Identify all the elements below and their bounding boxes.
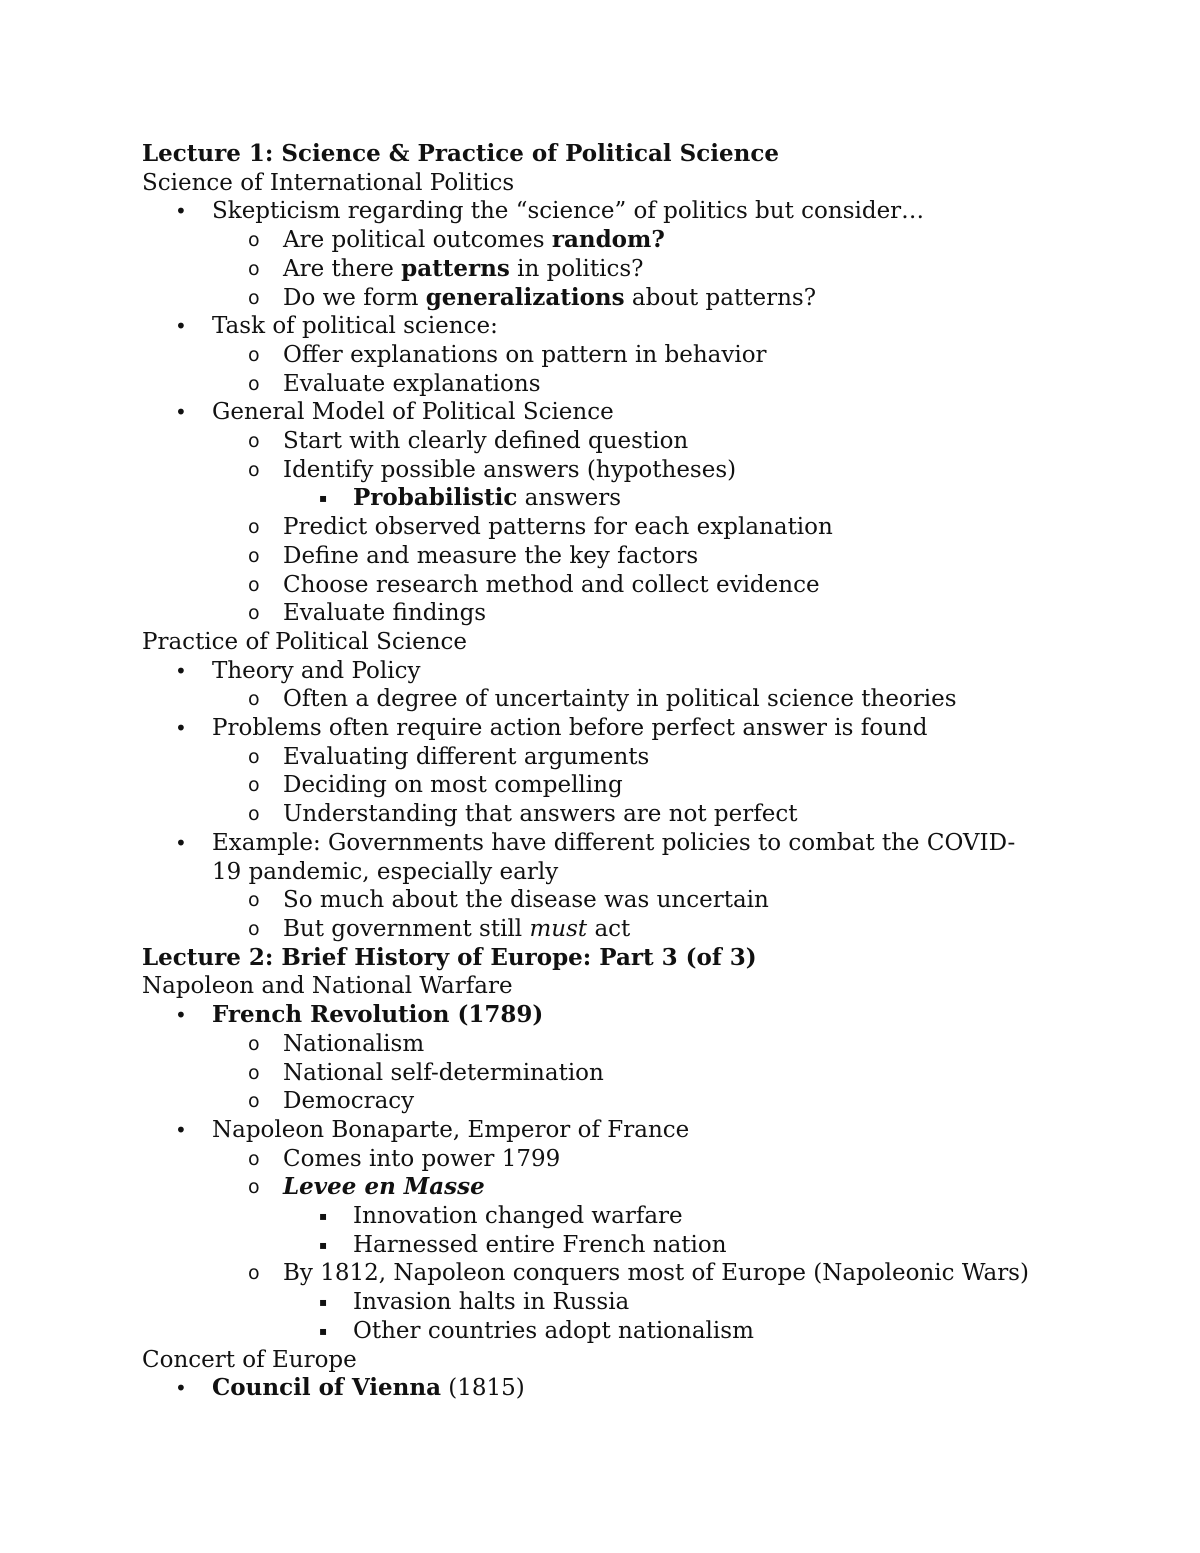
line-text: Evaluate explanations xyxy=(283,370,541,397)
bullet-item xyxy=(142,1374,1062,1403)
bullet-marker: • xyxy=(175,1376,187,1401)
line-text: Other countries adopt nationalism xyxy=(353,1317,754,1344)
line-text: Nationalism xyxy=(283,1030,425,1057)
sub-bullet-item xyxy=(142,341,1062,370)
line-text: 19 pandemic, especially early xyxy=(212,858,559,885)
sub-bullet-item xyxy=(142,800,1062,829)
sub-bullet-item xyxy=(142,370,1062,399)
line-text: in politics? xyxy=(509,255,644,282)
bullet-item xyxy=(142,197,1062,226)
sub-bullet-item xyxy=(142,513,1062,542)
line-text: Problems often require action before perfect answer is found xyxy=(212,715,928,742)
line-text: Are there xyxy=(283,255,402,282)
line-text: Napoleon Bonaparte, Emperor of France xyxy=(212,1116,690,1143)
sub-bullet-item xyxy=(142,542,1062,571)
bullet-item xyxy=(142,398,1062,427)
line-text: Choose research method and collect evidence xyxy=(283,571,820,598)
heading-line xyxy=(142,140,1062,169)
bullet-item xyxy=(142,829,1062,858)
line-text: act xyxy=(587,915,631,942)
sub-bullet-item xyxy=(142,886,1062,915)
circle-marker: o xyxy=(248,458,260,481)
line-text: Understanding that answers are not perfect xyxy=(283,801,798,828)
line-text: Are political outcomes xyxy=(283,227,552,254)
line-text: Skepticism regarding the “science” of politics but consider… xyxy=(212,198,925,225)
sub-sub-bullet-item xyxy=(142,1202,1062,1231)
line-text: Identify possible answers (hypotheses) xyxy=(283,456,737,483)
heading-line xyxy=(142,1346,1062,1375)
heading-line xyxy=(142,169,1062,198)
circle-marker: o xyxy=(248,602,260,625)
sub-sub-bullet-item xyxy=(142,1288,1062,1317)
sub-sub-bullet-item xyxy=(142,1317,1062,1346)
circle-marker: o xyxy=(248,286,260,309)
circle-marker: o xyxy=(248,889,260,912)
line-text: Harnessed entire French nation xyxy=(353,1231,727,1258)
line-text: Practice of Political Science xyxy=(142,628,468,655)
document-page xyxy=(142,140,1062,1403)
line-text: about patterns? xyxy=(624,284,817,311)
line-text: National self-determination xyxy=(283,1059,604,1086)
line-text: Lecture 2: Brief History of Europe: Part 3 (of 3) xyxy=(142,943,757,971)
bullet-marker: • xyxy=(175,199,187,224)
line-text: Often a degree of uncertainty in political science theories xyxy=(283,686,957,713)
sub-bullet-item xyxy=(142,1087,1062,1116)
line-text: Napoleon and National Warfare xyxy=(142,973,513,1000)
circle-marker: o xyxy=(248,257,260,280)
sub-bullet-item xyxy=(142,456,1062,485)
sub-bullet-item xyxy=(142,255,1062,284)
line-text: French Revolution (1789) xyxy=(212,1001,544,1029)
bullet-marker: • xyxy=(175,1117,187,1142)
square-marker: ▪ xyxy=(319,1209,328,1224)
line-text: So much about the disease was uncertain xyxy=(283,887,769,914)
sub-bullet-item xyxy=(142,685,1062,714)
circle-marker: o xyxy=(248,343,260,366)
line-text: Lecture 1: Science & Practice of Political Science xyxy=(142,140,779,167)
line-text: Start with clearly defined question xyxy=(283,428,689,455)
circle-marker: o xyxy=(248,917,260,940)
circle-marker: o xyxy=(248,1262,260,1285)
circle-marker: o xyxy=(248,1032,260,1055)
line-text: Evaluate findings xyxy=(283,600,487,627)
circle-marker: o xyxy=(248,1090,260,1113)
line-text: patterns xyxy=(401,254,510,282)
square-marker: ▪ xyxy=(319,1323,328,1338)
bullet-marker: • xyxy=(175,830,187,855)
line-text: Council of Vienna xyxy=(212,1374,441,1402)
sub-bullet-item xyxy=(142,915,1062,944)
sub-bullet-item xyxy=(142,571,1062,600)
line-text: Comes into power 1799 xyxy=(283,1145,561,1172)
line-text: Define and measure the key factors xyxy=(283,542,699,569)
line-text: Deciding on most compelling xyxy=(283,772,623,799)
sub-bullet-item xyxy=(142,771,1062,800)
heading-line xyxy=(142,972,1062,1001)
line-text: Offer explanations on pattern in behavior xyxy=(283,341,767,368)
circle-marker: o xyxy=(248,745,260,768)
bullet-item xyxy=(142,312,1062,341)
line-text: random? xyxy=(551,226,665,254)
sub-sub-bullet-item xyxy=(142,1231,1062,1260)
heading-line xyxy=(142,628,1062,657)
line-text: must xyxy=(529,915,588,942)
bullet-item xyxy=(142,1001,1062,1030)
line-text: answers xyxy=(517,485,622,512)
circle-marker: o xyxy=(248,430,260,453)
circle-marker: o xyxy=(248,688,260,711)
line-text: But government still xyxy=(283,915,530,942)
bullet-marker: • xyxy=(175,1003,187,1028)
circle-marker: o xyxy=(248,544,260,567)
circle-marker: o xyxy=(248,372,260,395)
line-text: Invasion halts in Russia xyxy=(353,1289,630,1316)
line-text: Innovation changed warfare xyxy=(353,1203,683,1230)
line-text: Task of political science: xyxy=(212,313,498,340)
sub-bullet-item xyxy=(142,743,1062,772)
line-text: Do we form xyxy=(283,284,426,311)
line-text: Democracy xyxy=(283,1088,415,1115)
square-marker: ▪ xyxy=(319,491,328,506)
line-text: Concert of Europe xyxy=(142,1346,357,1373)
sub-sub-bullet-item xyxy=(142,484,1062,513)
sub-bullet-item xyxy=(142,1030,1062,1059)
bullet-item-continuation xyxy=(142,858,1062,887)
circle-marker: o xyxy=(248,229,260,252)
bullet-item xyxy=(142,714,1062,743)
circle-marker: o xyxy=(248,803,260,826)
bullet-marker: • xyxy=(175,314,187,339)
heading-line xyxy=(142,944,1062,973)
sub-bullet-item xyxy=(142,1259,1062,1288)
line-text: Theory and Policy xyxy=(212,657,421,684)
line-text: (1815) xyxy=(440,1375,525,1402)
line-text: generalizations xyxy=(425,283,625,311)
line-text: Levee en Masse xyxy=(283,1173,485,1201)
line-text: Example: Governments have different policies to combat the COVID- xyxy=(212,829,1016,856)
sub-bullet-item xyxy=(142,226,1062,255)
bullet-item xyxy=(142,1116,1062,1145)
sub-bullet-item xyxy=(142,599,1062,628)
circle-marker: o xyxy=(248,1147,260,1170)
line-text: Probabilistic xyxy=(353,484,518,512)
circle-marker: o xyxy=(248,774,260,797)
line-text: General Model of Political Science xyxy=(212,399,614,426)
bullet-marker: • xyxy=(175,400,187,425)
circle-marker: o xyxy=(248,1176,260,1199)
sub-bullet-item xyxy=(142,1173,1062,1202)
circle-marker: o xyxy=(248,516,260,539)
sub-bullet-item xyxy=(142,1145,1062,1174)
line-text: Science of International Politics xyxy=(142,169,515,196)
square-marker: ▪ xyxy=(319,1237,328,1252)
circle-marker: o xyxy=(248,1061,260,1084)
bullet-marker: • xyxy=(175,658,187,683)
line-text: By 1812, Napoleon conquers most of Europe (Napoleonic Wars) xyxy=(283,1260,1029,1287)
bullet-marker: • xyxy=(175,716,187,741)
line-text: Evaluating different arguments xyxy=(283,743,650,770)
square-marker: ▪ xyxy=(319,1295,328,1310)
bullet-item xyxy=(142,657,1062,686)
sub-bullet-item xyxy=(142,1059,1062,1088)
sub-bullet-item xyxy=(142,427,1062,456)
sub-bullet-item xyxy=(142,284,1062,313)
circle-marker: o xyxy=(248,573,260,596)
line-text: Predict observed patterns for each explanation xyxy=(283,514,833,541)
